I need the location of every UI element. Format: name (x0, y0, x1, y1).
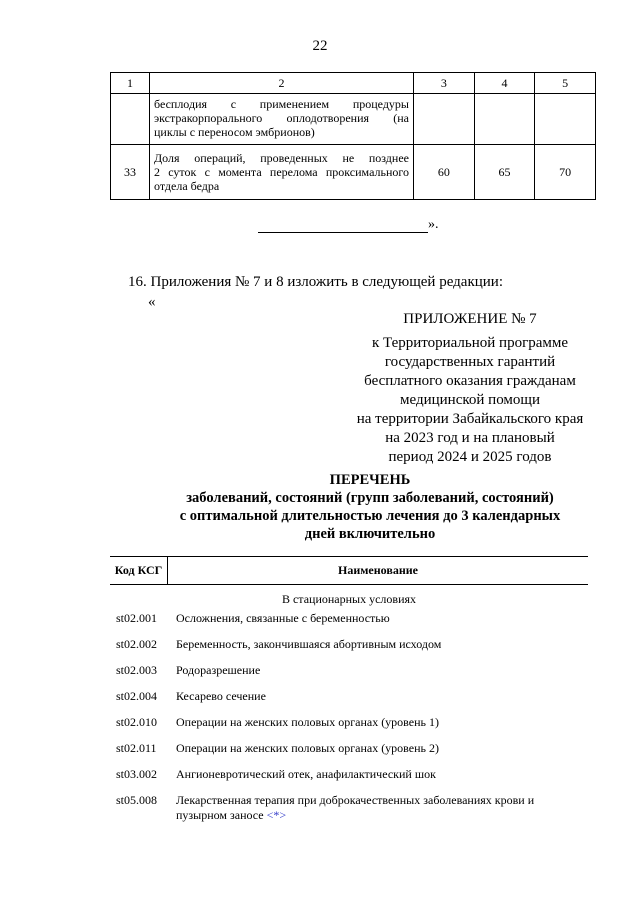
header-cell: 4 (474, 73, 535, 94)
page-number: 22 (312, 38, 328, 54)
ksg-list (110, 556, 588, 823)
closing-mark (258, 217, 439, 233)
caption-line: на территории Забайкальского края (356, 411, 584, 427)
list-item (110, 689, 588, 715)
table-row (111, 145, 596, 200)
header-cell: 1 (111, 73, 150, 94)
row-name-line: отдела бедра (154, 179, 220, 193)
opening-quote: « (148, 294, 156, 310)
caption-line: на 2023 год и на плановый (385, 430, 555, 446)
ksg-name: Кесарево сечение (176, 689, 266, 703)
list-item (110, 715, 588, 741)
ksg-name: Ангионевротический отек, анафилактический шок (176, 767, 436, 781)
ksg-name: Осложнения, связанные с беременностью (176, 611, 390, 625)
caption-line: медицинской помощи (400, 392, 540, 408)
footnote-link[interactable]: <*> (266, 808, 287, 822)
row-name-line: бесплодия с применением процедуры (154, 97, 409, 111)
heading-line: с оптимальной длительностью лечения до 3 календарных (179, 508, 561, 524)
row-name-line: экстракорпорального оплодотворения (на (154, 111, 409, 125)
caption-line: бесплатного оказания гражданам (364, 373, 576, 389)
table-row (111, 94, 596, 145)
row-value (414, 94, 475, 145)
ksg-code: st02.004 (116, 689, 158, 703)
caption-line: к Территориальной программе (371, 335, 569, 351)
header-cell: 5 (535, 73, 596, 94)
list-item (110, 611, 588, 637)
heading-line: дней включительно (304, 526, 436, 542)
ksg-name-line-2 (176, 808, 588, 823)
row-name-line: Доля операций, проведенных не позднее (154, 151, 409, 165)
list-item (110, 637, 588, 663)
continuation-table (110, 72, 596, 200)
table-header-row (111, 73, 596, 94)
row-number (111, 94, 150, 145)
header-cell: 2 (150, 73, 414, 94)
list-header (110, 556, 588, 585)
ksg-code: st02.003 (116, 663, 158, 677)
ksg-code: st02.010 (116, 715, 158, 729)
heading-line: ПЕРЕЧЕНЬ (329, 472, 411, 488)
row-value (474, 94, 535, 145)
column-header-code: Код КСГ (110, 557, 168, 584)
ksg-code: st02.001 (116, 611, 158, 625)
list-item (110, 767, 588, 793)
header-cell: 3 (414, 73, 475, 94)
heading-line: заболеваний, состояний (групп заболеваний, состояний) (186, 490, 554, 506)
ksg-name: Операции на женских половых органах (уровень 2) (176, 741, 439, 755)
row-number: 33 (111, 145, 150, 200)
ksg-name: Родоразрешение (176, 663, 261, 677)
row-name-line: 2 суток с момента перелома проксимального (154, 165, 409, 179)
list-item (110, 793, 588, 823)
list-item (110, 741, 588, 767)
appendix-title: ПРИЛОЖЕНИЕ № 7 (403, 311, 537, 327)
ksg-name (176, 793, 588, 823)
signature-line (258, 218, 428, 233)
item-16-text: 16. Приложения № 7 и 8 изложить в следующей редакции: (128, 274, 503, 290)
ksg-name-continuation: пузырном заносе (176, 808, 264, 822)
ksg-code: st03.002 (116, 767, 158, 781)
section-title: В стационарных условиях (281, 592, 417, 606)
row-value: 70 (535, 145, 596, 200)
row-name-line: циклы с переносом эмбрионов) (154, 125, 315, 139)
ksg-code: st02.002 (116, 637, 158, 651)
ksg-name: Операции на женских половых органах (уровень 1) (176, 715, 439, 729)
ksg-code: st05.008 (116, 793, 158, 807)
row-value: 65 (474, 145, 535, 200)
row-name (150, 94, 414, 145)
ksg-code: st02.011 (116, 741, 157, 755)
appendix-caption (350, 334, 590, 467)
column-header-name: Наименование (338, 563, 418, 577)
ksg-name: Беременность, закончившаяся абортивным исходом (176, 637, 442, 651)
closing-quote: ». (428, 217, 439, 232)
ksg-name-line: Лекарственная терапия при доброкачественных заболеваниях крови и (176, 793, 535, 807)
row-name (150, 145, 414, 200)
row-value (535, 94, 596, 145)
caption-line: государственных гарантий (384, 354, 556, 370)
caption-line: период 2024 и 2025 годов (388, 449, 552, 465)
list-item (110, 663, 588, 689)
document-heading (150, 471, 590, 543)
row-value: 60 (414, 145, 475, 200)
